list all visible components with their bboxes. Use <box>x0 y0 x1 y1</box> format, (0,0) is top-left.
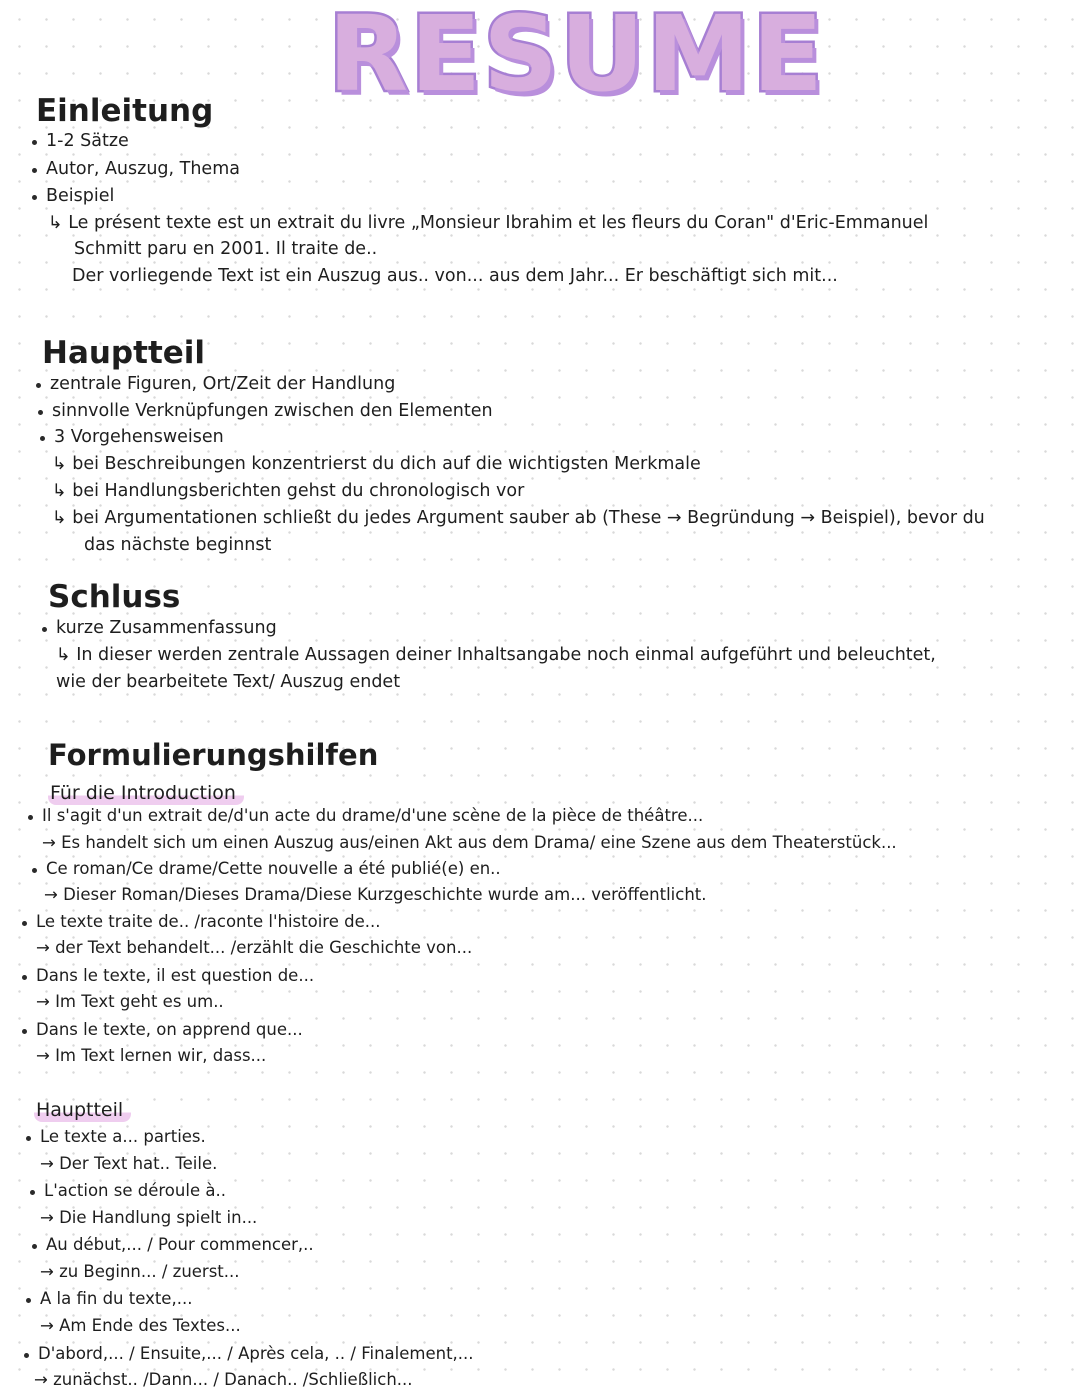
einleitung-bullet-1: 1-2 Sätze <box>46 131 129 151</box>
intro-line-4: → Dieser Roman/Dieses Drama/Diese Kurzgeschichte wurde am... veröffentlicht. <box>44 885 707 904</box>
hauptteil-line-9: D'abord,... / Ensuite,... / Après cela, .. / Finalement,... <box>38 1344 474 1363</box>
heading-schluss: Schluss <box>48 579 181 615</box>
einleitung-example-fr-2: Schmitt paru en 2001. Il traite de.. <box>74 239 378 259</box>
einleitung-bullet-2: Autor, Auszug, Thema <box>46 159 240 179</box>
heading-einleitung: Einleitung <box>36 93 214 129</box>
schluss-sub-2: wie der bearbeitete Text/ Auszug endet <box>56 672 401 692</box>
einleitung-example-de: Der vorliegende Text ist ein Auszug aus.. von... aus dem Jahr... Er beschäftigt sich mit... <box>72 266 838 286</box>
hauptteil-sub-3a: ↳ bei Argumentationen schließt du jedes Argument sauber ab (These → Begründung → Beispiel), bevor du <box>52 508 985 528</box>
hauptteil-line-1: Le texte a... parties. <box>40 1127 206 1146</box>
hauptteil-sub-1: ↳ bei Beschreibungen konzentrierst du dich auf die wichtigsten Merkmale <box>52 454 701 474</box>
intro-line-5: Le texte traite de.. /raconte l'histoire de... <box>36 912 381 931</box>
subheading-introduction: Für die Introduction <box>48 784 244 805</box>
hauptteil-bullet-1: zentrale Figuren, Ort/Zeit der Handlung <box>50 374 396 394</box>
schluss-sub-1: ↳ In dieser werden zentrale Aussagen deiner Inhaltsangabe noch einmal aufgeführt und beleuchtet, <box>56 645 936 665</box>
hauptteil-line-5: Au début,... / Pour commencer,.. <box>46 1235 314 1254</box>
intro-line-6: → der Text behandelt... /erzählt die Geschichte von... <box>36 938 473 957</box>
intro-line-9: Dans le texte, on apprend que... <box>36 1020 303 1039</box>
intro-line-2: → Es handelt sich um einen Auszug aus/einen Akt aus dem Drama/ eine Szene aus dem Theaterstück... <box>42 833 897 852</box>
page-title: RESUME <box>328 0 826 115</box>
intro-line-1: Il s'agit d'un extrait de/d'un acte du drame/d'une scène de la pièce de théâtre... <box>42 806 704 825</box>
hauptteil-bullet-3: 3 Vorgehensweisen <box>54 427 224 447</box>
hauptteil-line-7: A la fin du texte,... <box>40 1289 193 1308</box>
intro-line-10: → Im Text lernen wir, dass... <box>36 1046 267 1065</box>
hauptteil-line-6: → zu Beginn... / zuerst... <box>40 1262 240 1281</box>
intro-line-7: Dans le texte, il est question de... <box>36 966 315 985</box>
hauptteil-line-4: → Die Handlung spielt in... <box>40 1208 258 1227</box>
subheading-hauptteil: Hauptteil <box>34 1101 131 1122</box>
hauptteil-line-2: → Der Text hat.. Teile. <box>40 1154 218 1173</box>
schluss-bullet-1: kurze Zusammenfassung <box>56 618 277 638</box>
intro-line-8: → Im Text geht es um.. <box>36 992 224 1011</box>
hauptteil-sub-2: ↳ bei Handlungsberichten gehst du chronologisch vor <box>52 481 525 501</box>
einleitung-example-fr-1: ↳ Le présent texte est un extrait du livre „Monsieur Ibrahim et les fleurs du Coran" d'Eric-Emmanuel <box>48 213 929 233</box>
heading-hauptteil: Hauptteil <box>42 335 206 371</box>
hauptteil-line-10: → zunächst.. /Dann... / Danach.. /Schließlich... <box>34 1370 413 1389</box>
hauptteil-line-3: L'action se déroule à.. <box>44 1181 226 1200</box>
hauptteil-sub-3b: das nächste beginnst <box>84 535 272 555</box>
heading-formulierungshilfen: Formulierungshilfen <box>48 738 379 772</box>
einleitung-bullet-3: Beispiel <box>46 186 115 206</box>
intro-line-3: Ce roman/Ce drame/Cette nouvelle a été publié(e) en.. <box>46 859 501 878</box>
hauptteil-line-8: → Am Ende des Textes... <box>40 1316 241 1335</box>
hauptteil-bullet-2: sinnvolle Verknüpfungen zwischen den Elementen <box>52 401 493 421</box>
